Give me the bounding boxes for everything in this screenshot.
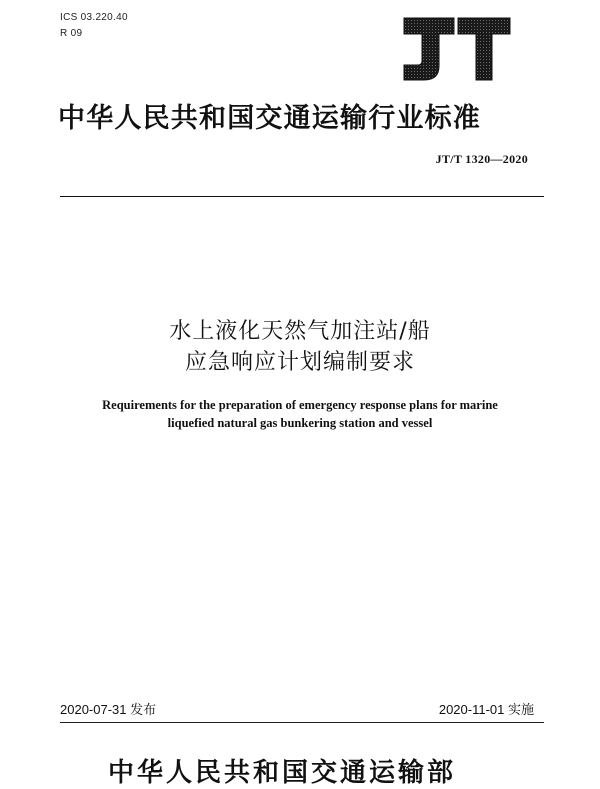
- ics-code: ICS 03.220.40: [60, 12, 128, 23]
- footer-divider: [60, 722, 544, 723]
- logo-text: JT: [396, 14, 397, 15]
- jt-logo: [396, 14, 514, 84]
- standard-number: JT/T 1320—2020: [435, 152, 528, 166]
- chinese-title-line-1: 水上液化天然气加注站/船: [169, 319, 431, 344]
- chinese-title-line-2: 应急响应计划编制要求: [184, 350, 415, 375]
- english-title-line-1: Requirements for the preparation of emergency response plans for marine: [102, 398, 498, 412]
- header-divider: [60, 196, 544, 197]
- issuing-body-standard-title: 中华人民共和国交通运输行业标准: [58, 103, 481, 134]
- implementation-date: 2020-11-01 实施: [438, 702, 534, 717]
- ccs-code: R 09: [60, 28, 83, 39]
- english-title-line-2: liquefied natural gas bunkering station and vessel: [167, 416, 433, 430]
- issuing-ministry: 中华人民共和国交通运输部: [108, 758, 457, 788]
- issue-date: 2020-07-31 发布: [60, 702, 157, 717]
